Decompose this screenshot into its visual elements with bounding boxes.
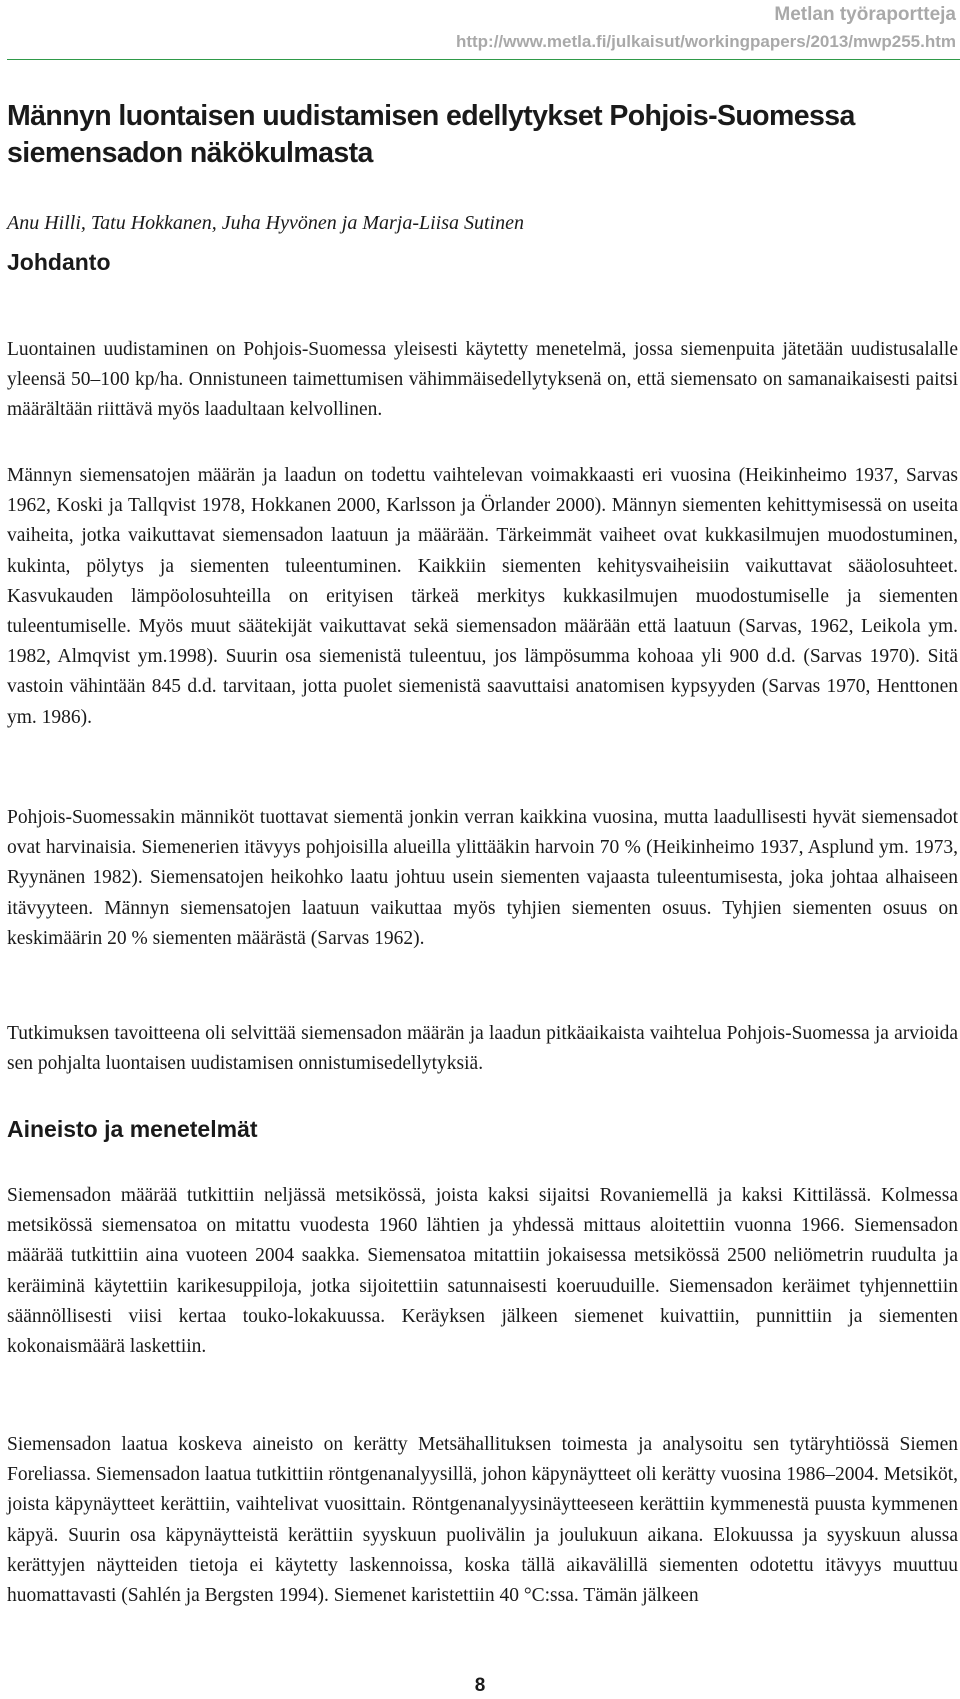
page-number: 8 [474,1675,486,1696]
header-divider [7,59,960,60]
article-title: Männyn luontaisen uudistamisen edellytykset Pohjois-Suomessa siemensadon näkökulmasta [7,100,855,169]
series-name: Metlan työraportteja [774,4,956,25]
paragraph-methods-2: Siemensadon laatua koskeva aineisto on kerätty Metsähallituksen toimesta ja analysoitu sen tytäryhtiössä Siemen Foreliassa. Siemensadon laatua tutkittiin röntgenanalyysillä, johon käpynäytteet oli kerätty vuosina 1986–2004. Metsiköt, joista käpynäytteet kerättiin, vaihtelivat vuosittain. Röntgenanalyysinäytteeseen kerättiin kymmenestä puusta kymmenen käpyä. Suurin osa käpynäytteistä kerättiin syyskuun puolivälin ja joulukuun aikana. Elokuussa ja syyskuun alussa kerättyjen näytteiden tietoja ei käytetty laskennoissa, koska tällä aikavälillä siementen odotettu itävyys muuttuu huomattavasti (Sahlén ja Bergsten 1994). Siemenet karistettiin 40 °C:ssa. Tämän jälkeen [7,1434,958,1607]
article-authors: Anu Hilli, Tatu Hokkanen, Juha Hyvönen ja Marja-Liisa Sutinen [7,212,524,234]
section-heading-intro: Johdanto [7,249,111,275]
report-url[interactable]: http://www.metla.fi/julkaisut/workingpapers/2013/mwp255.htm [455,32,956,51]
paragraph-intro-3: Pohjois-Suomessakin männiköt tuottavat siementä jonkin verran kaikkina vuosina, mutta laadullisesti hyvät siemensadot ovat harvinaisia. Siemenerien itävyys pohjoisilla alueilla ylittääkin harvoin 70 % (Heikinheimo 1937, Asplund ym. 1973, Ryynänen 1982). Siemensatojen heikohko laatu johtuu usein siementen vajaasta tuleentumisesta, joka johtaa alhaiseen itävyyteen. Männyn siemensatojen laatuun vaikuttaa myös tyhjien siementen osuus. Tyhjien siementen osuus on keskimäärin 20 % siementen määrästä (Sarvas 1962). [7,807,958,949]
section-heading-methods: Aineisto ja menetelmät [7,1116,258,1142]
paragraph-intro-2: Männyn siemensatojen määrän ja laadun on todettu vaihtelevan voimakkaasti eri vuosina (Heikinheimo 1937, Sarvas 1962, Koski ja Tallqvist 1978, Hokkanen 2000, Karlsson ja Örlander 2000). Männyn siementen kehittymisessä on useita vaiheita, jotka vaikuttavat siemensadon laatuun ja määrään. Tärkeimmät vaiheet ovat kukkasilmujen muodostuminen, kukinta, pölytys ja siementen tuleentuminen. Kaikkiin siementen kehitysvaiheisiin vaikuttavat sääolosuhteet. Kasvukauden lämpöolosuhteilla on erityisen tärkeä merkitys kukkasilmujen muodostumiselle ja siementen tuleentumiselle. Myös muut säätekijät vaikuttavat sekä siemensadon määrään että laatuun (Sarvas, 1962, Leikola ym. 1982, Almqvist ym.1998). Suurin osa siemenistä tuleentuu, jos lämpösumma kohoaa yli 900 d.d. (Sarvas 1970). Sitä vastoin vähintään 845 d.d. tarvitaan, jotta puolet siemenistä saavuttaisi anatomisen kypsyyden (Sarvas 1970, Henttonen ym. 1986). [7,465,958,728]
paragraph-intro-1: Luontainen uudistaminen on Pohjois-Suomessa yleisesti käytetty menetelmä, jossa siemenpuita jätetään uudistusalalle yleensä 50–100 kp/ha. Onnistuneen taimettumisen vähimmäisedellytyksenä on, että siemensato on samanaikaisesti paitsi määrältään riittävä myös laadultaan kelvollinen. [7,339,958,421]
paragraph-intro-4: Tutkimuksen tavoitteena oli selvittää siemensadon määrän ja laadun pitkäaikaista vaihtelua Pohjois-Suomessa ja arvioida sen pohjalta luontaisen uudistamisen onnistumisedellytyksiä. [7,1023,958,1075]
paragraph-methods-1: Siemensadon määrää tutkittiin neljässä metsikössä, joista kaksi sijaitsi Rovaniemellä ja kaksi Kittilässä. Kolmessa metsikössä siemensatoa on mitattu vuodesta 1960 lähtien ja yhdessä mittaus aloitettiin vuonna 1966. Siemensadon määrää tutkittiin aina vuoteen 2004 saakka. Siemensatoa mitattiin jokaisessa metsikössä 2500 neliömetrin ruudulta ja keräiminä käytettiin karikesuppiloja, jotka sijoitettiin satunnaisesti koeruuduille. Siemensadon keräimet tyhjennettiin säännöllisesti viisi kertaa touko-lokakuussa. Keräyksen jälkeen siemenet kuivattiin, punnittiin ja siementen kokonaismäärä laskettiin. [7,1185,958,1358]
